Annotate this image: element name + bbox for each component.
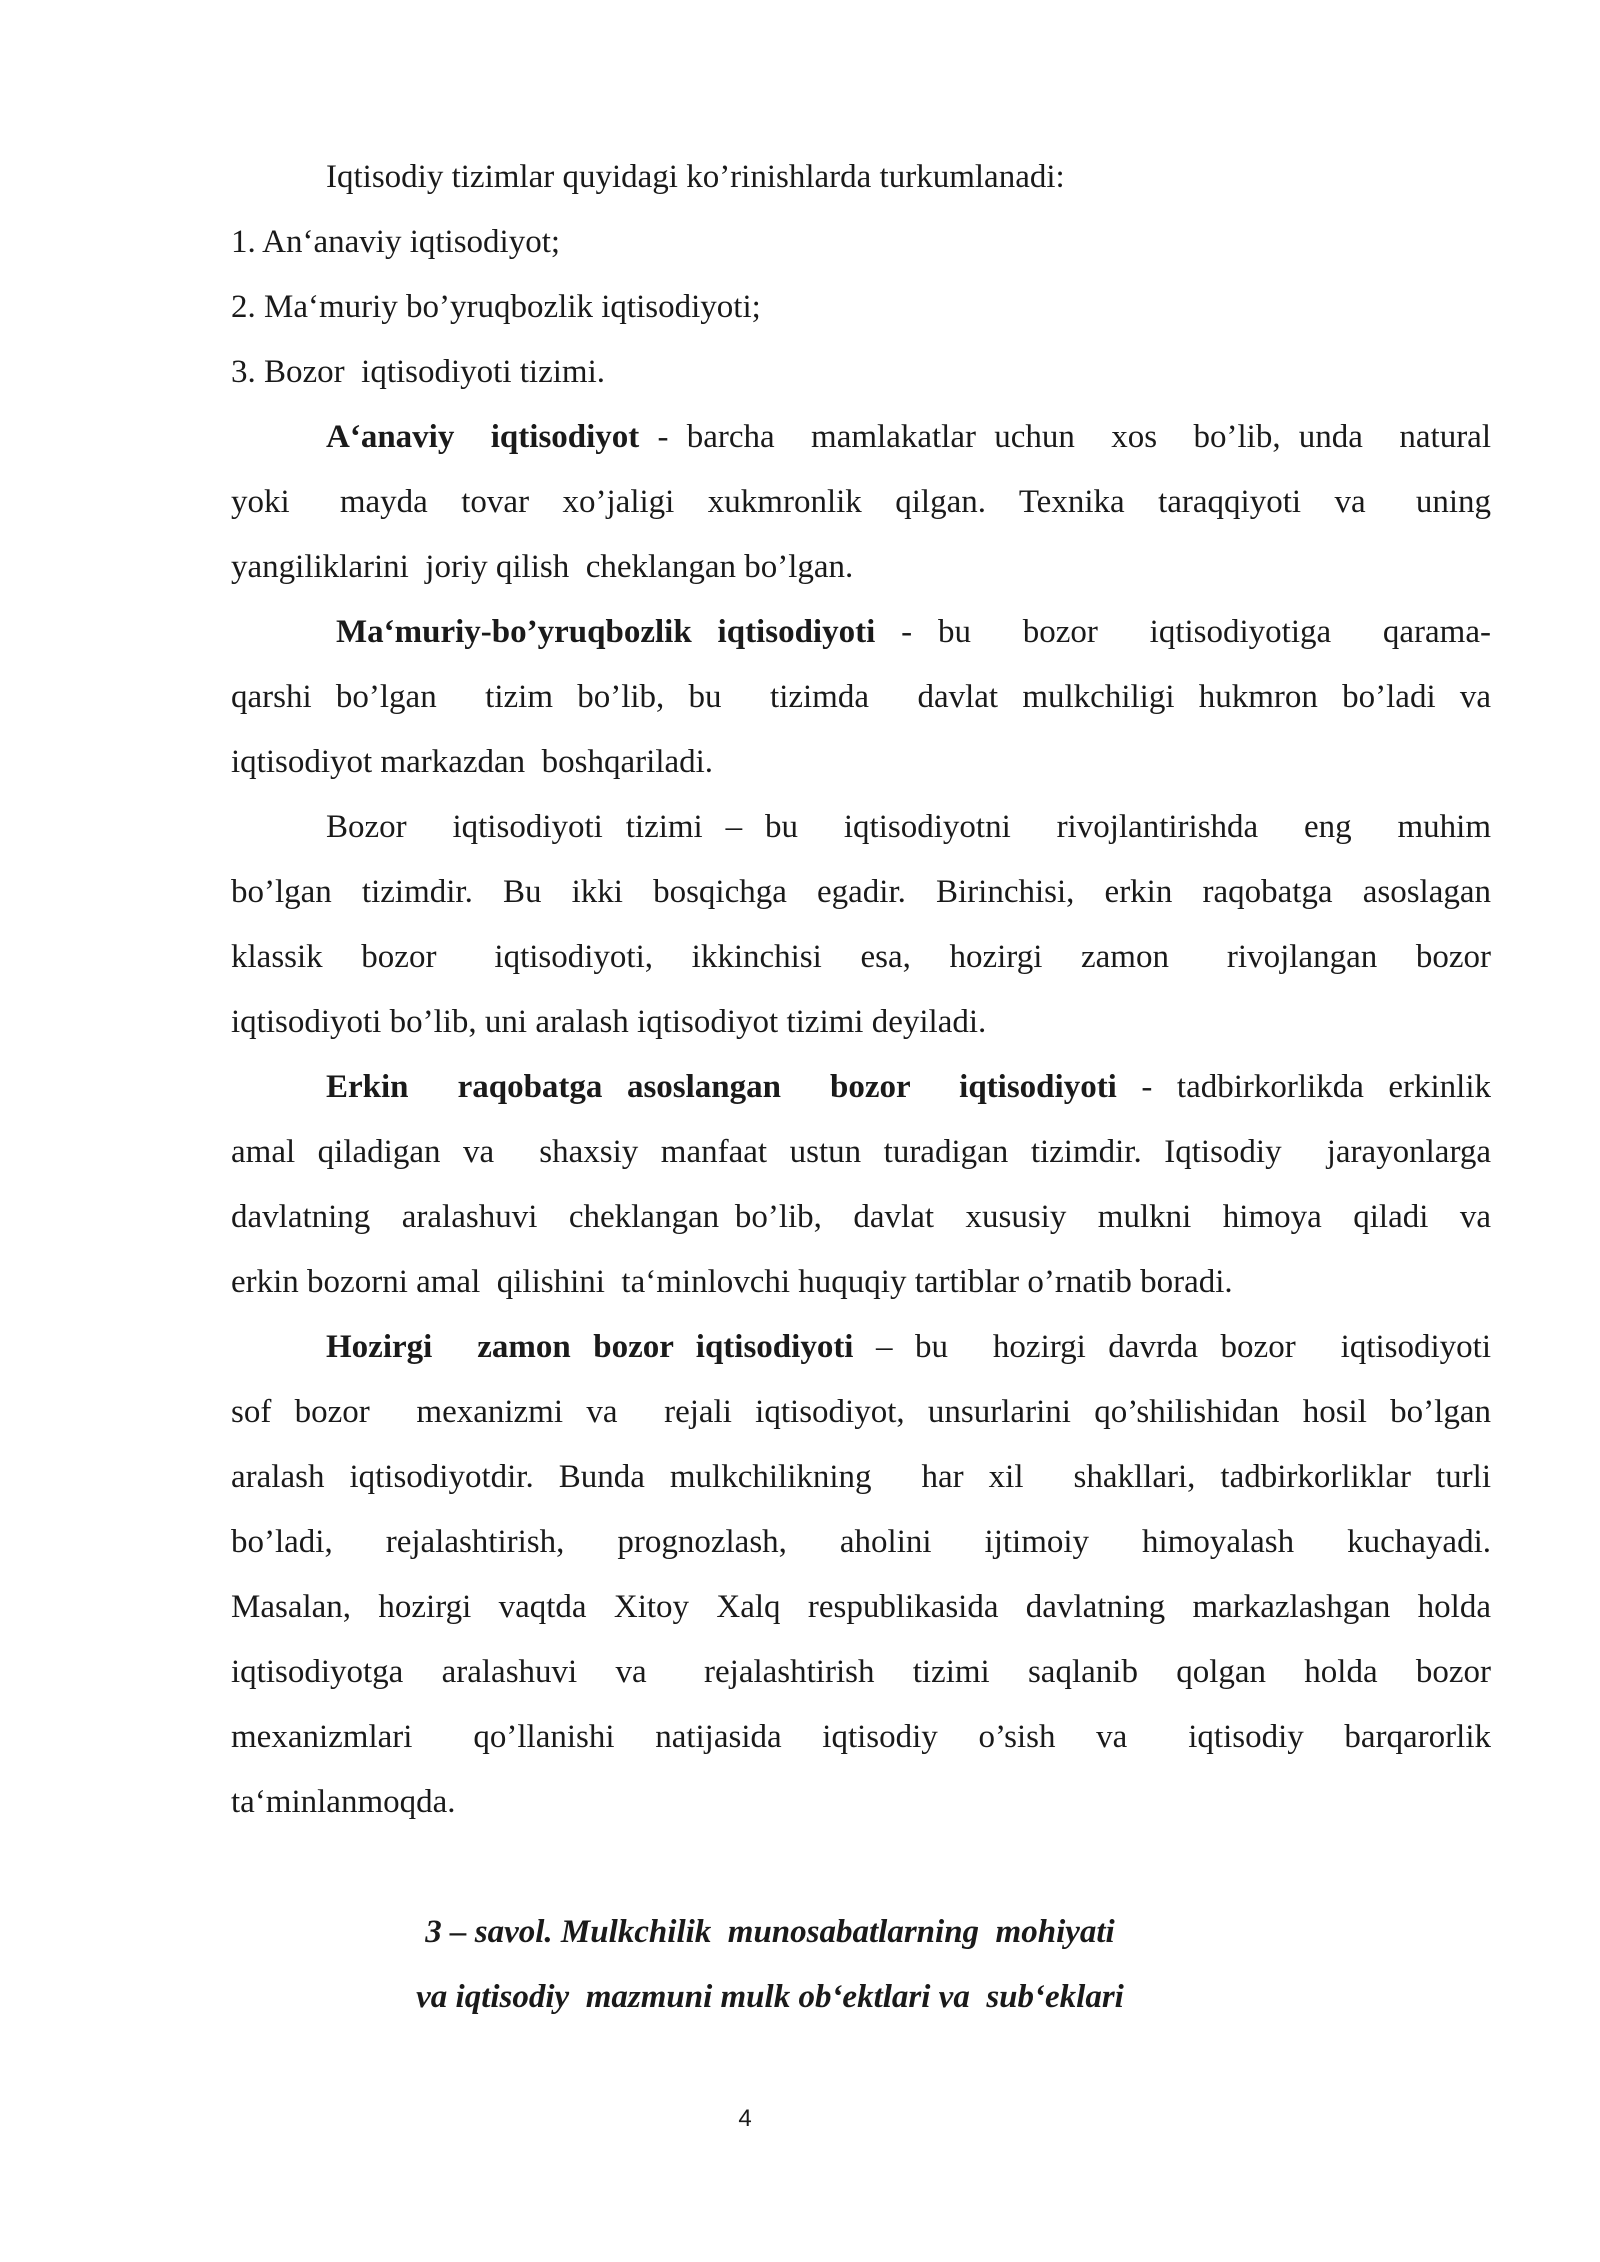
section-heading-line-1: 3 – savol. Mulkchilik munosabatlarning mohiyati — [425, 1914, 1115, 1950]
page-number: 4 — [738, 2105, 752, 2132]
paragraph-line: iqtisodiyotga aralashuvi va rejalashtirish tizimi saqlanib qolgan holda bozor — [231, 1654, 1491, 1690]
paragraph-line: yoki mayda tovar xo’jaligi xukmronlik qilgan. Texnika taraqqiyoti va uning — [231, 484, 1491, 520]
paragraph-line: bo’ladi, rejalashtirish, prognozlash, aholini ijtimoiy himoyalash kuchayadi. — [231, 1524, 1491, 1560]
paragraph-line: ta‘minlanmoqda. — [231, 1784, 456, 1820]
paragraph-line: Ma‘muriy-bo’yruqbozlik iqtisodiyoti - bu bozor iqtisodiyotiga qarama- — [336, 614, 1491, 650]
paragraph-line: erkin bozorni amal qilishini ta‘minlovchi huquqiy tartiblar o’rnatib boradi. — [231, 1264, 1233, 1300]
intro-line: Iqtisodiy tizimlar quyidagi ko’rinishlarda turkumlanadi: — [326, 159, 1065, 195]
list-item: 3. Bozor iqtisodiyoti tizimi. — [231, 354, 605, 390]
paragraph-line: mexanizmlari qo’llanishi natijasida iqtisodiy o’sish va iqtisodiy barqarorlik — [231, 1719, 1491, 1755]
paragraph-line: A‘anaviy iqtisodiyot - barcha mamlakatlar uchun xos bo’lib, unda natural — [326, 419, 1491, 455]
paragraph-line: Bozor iqtisodiyoti tizimi – bu iqtisodiyotni rivojlantirishda eng muhim — [326, 809, 1491, 845]
paragraph-line: davlatning aralashuvi cheklangan bo’lib, davlat xususiy mulkni himoya qiladi va — [231, 1199, 1491, 1235]
paragraph-line: yangiliklarini joriy qilish cheklangan bo’lgan. — [231, 549, 854, 585]
paragraph-line: bo’lgan tizimdir. Bu ikki bosqichga egadir. Birinchisi, erkin raqobatga asoslagan — [231, 874, 1491, 910]
paragraph-line: Masalan, hozirgi vaqtda Xitoy Xalq respublikasida davlatning markazlashgan holda — [231, 1589, 1491, 1625]
paragraph-line: Hozirgi zamon bozor iqtisodiyoti – bu hozirgi davrda bozor iqtisodiyoti — [326, 1329, 1491, 1365]
paragraph-line: qarshi bo’lgan tizim bo’lib, bu tizimda davlat mulkchiligi hukmron bo’ladi va — [231, 679, 1491, 715]
paragraph-line: sof bozor mexanizmi va rejali iqtisodiyot, unsurlarini qo’shilishidan hosil bo’lgan — [231, 1394, 1491, 1430]
paragraph-line: iqtisodiyot markazdan boshqariladi. — [231, 744, 714, 780]
paragraph-line: aralash iqtisodiyotdir. Bunda mulkchilikning har xil shakllari, tadbirkorliklar turli — [231, 1459, 1491, 1495]
paragraph-line: klassik bozor iqtisodiyoti, ikkinchisi esa, hozirgi zamon rivojlangan bozor — [231, 939, 1491, 975]
term-bold: A‘anaviy iqtisodiyot — [326, 419, 640, 455]
term-bold: Hozirgi zamon bozor iqtisodiyoti — [326, 1329, 854, 1365]
list-item: 2. Ma‘muriy bo’yruqbozlik iqtisodiyoti; — [231, 289, 761, 325]
section-heading-line-2: va iqtisodiy mazmuni mulk ob‘ektlari va sub‘eklari — [416, 1979, 1124, 2015]
term-bold: Ma‘muriy-bo’yruqbozlik iqtisodiyoti — [336, 614, 876, 650]
paragraph-line: amal qiladigan va shaxsiy manfaat ustun turadigan tizimdir. Iqtisodiy jarayonlarga — [231, 1134, 1491, 1170]
term-bold: Erkin raqobatga asoslangan bozor iqtisodiyoti — [326, 1069, 1117, 1105]
list-item: 1. An‘anaviy iqtisodiyot; — [231, 224, 561, 260]
paragraph-line: Erkin raqobatga asoslangan bozor iqtisodiyoti - tadbirkorlikda erkinlik — [326, 1069, 1492, 1105]
paragraph-line: iqtisodiyoti bo’lib, uni aralash iqtisodiyot tizimi deyiladi. — [231, 1004, 987, 1040]
